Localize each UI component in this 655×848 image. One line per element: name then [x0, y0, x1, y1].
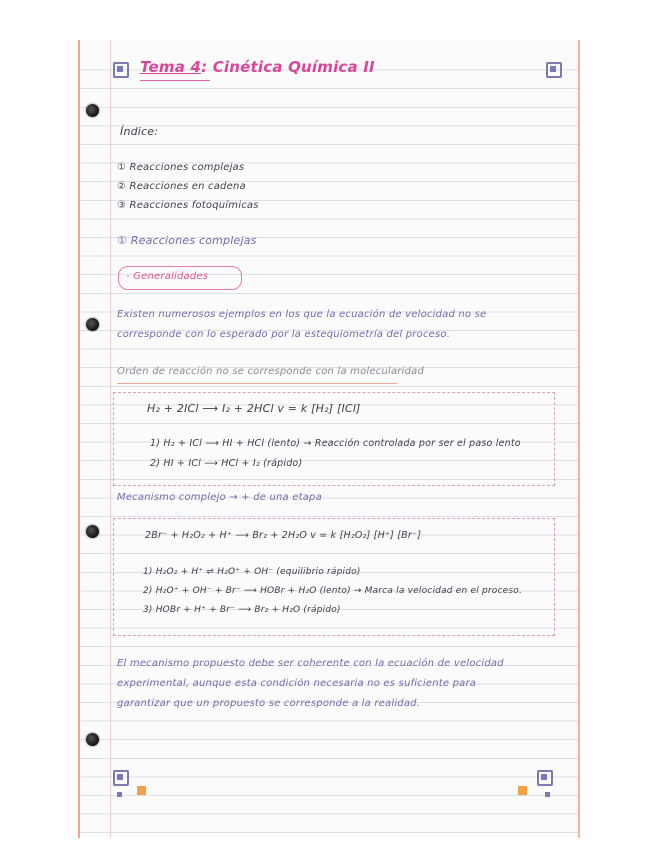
note-underline: [117, 383, 397, 384]
binder-hole: [86, 733, 99, 746]
order-note: Orden de reacción no se corresponde con la molecularidad: [117, 366, 425, 377]
binder-hole: [86, 318, 99, 331]
mechanism-step: 2) H₂O⁺ + OH⁻ + Br⁻ ⟶ HOBr + H₂O (lento) → Marca la velocidad en el proceso.: [143, 586, 523, 596]
global-reaction: 2Br⁻ + H₂O₂ + H⁺ ⟶ Br₂ + 2H₂O v = k [H₂O₂] [H⁺] [Br⁻]: [145, 530, 422, 541]
conclusion-line: El mecanismo propuesto debe ser coherente con la ecuación de velocidad: [117, 658, 504, 669]
blue-square-icon: [545, 792, 550, 797]
mechanism-step: 1) H₂O₂ + H⁺ ⇌ H₂O⁺ + OH⁻ (equilibrio rápido): [143, 567, 361, 577]
index-item: ③ Reacciones fotoquímicas: [117, 200, 259, 211]
intro-line: corresponde con lo esperado por la estequiometría del proceso.: [117, 329, 451, 340]
global-reaction: H₂ + 2ICl ⟶ I₂ + 2HCl v = k [H₂] [ICl]: [147, 402, 361, 415]
index-heading: Índice:: [120, 125, 159, 138]
orange-square-icon: [137, 786, 146, 795]
mechanism-step: 2) HI + ICl ⟶ HCl + I₂ (rápido): [150, 458, 303, 469]
index-item: ② Reacciones en cadena: [117, 181, 246, 192]
page-edge: [578, 40, 580, 838]
conclusion-line: experimental, aunque esta condición necesaria no es suficiente para: [117, 678, 477, 689]
conclusion-line: garantizar que un propuesto se corresponde a la realidad.: [117, 698, 421, 709]
title-rest: : Cinética Química II: [201, 58, 375, 76]
orange-square-icon: [518, 786, 527, 795]
index-item: ① Reacciones complejas: [117, 162, 245, 173]
mechanism-step: 3) HOBr + H⁺ + Br⁻ ⟶ Br₂ + H₂O (rápido): [143, 605, 341, 615]
page-title: [140, 58, 375, 76]
mechanism-step: 1) H₂ + ICl ⟶ HI + HCl (lento) → Reacción controlada por ser el paso lento: [150, 438, 521, 449]
margin-line: [110, 40, 111, 838]
title-topic: Tema 4: [140, 58, 202, 76]
mechanism-note: Mecanismo complejo → + de una etapa: [117, 492, 322, 503]
blue-square-icon: [117, 792, 122, 797]
corner-square-icon: [537, 770, 553, 786]
corner-square-icon: [546, 62, 562, 78]
title-underline: [140, 80, 210, 81]
section-heading: ① Reacciones complejas: [117, 234, 257, 247]
corner-square-icon: [113, 770, 129, 786]
corner-square-icon: [113, 62, 129, 78]
binder-hole: [86, 525, 99, 538]
intro-line: Existen numerosos ejemplos en los que la ecuación de velocidad no se: [117, 309, 487, 320]
subheading: - Generalidades: [126, 271, 209, 282]
binder-hole: [86, 104, 99, 117]
